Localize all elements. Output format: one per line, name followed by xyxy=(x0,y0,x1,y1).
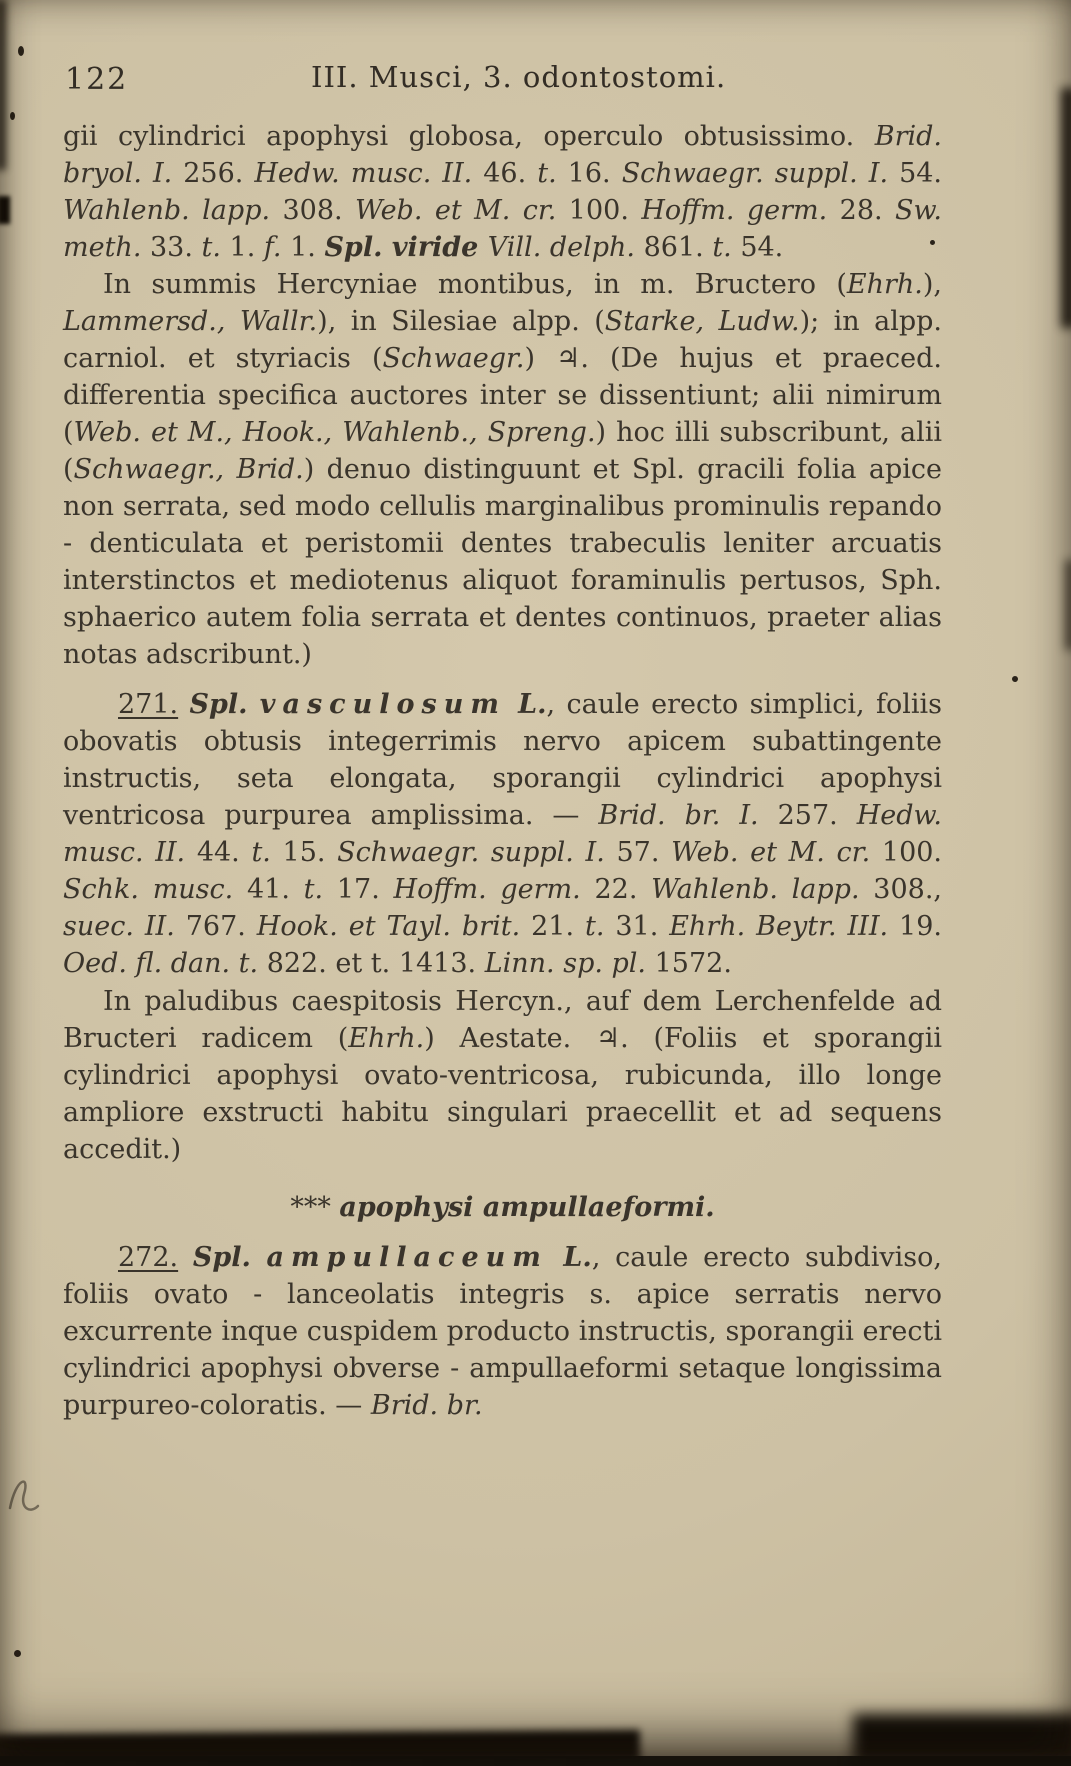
paragraph-habitat-271: In paludibus caespitosis Hercyn., auf dem Lerchenfelde ad Bructeri radicem (Ehrh.) Aestate. ♃. (Foliis et sporangii cylindrici apophysi ovato-ventricosa, rubicunda, illo longe ampliore exstructi habitu singulari praecellit et ad sequens accedit.) xyxy=(63,986,942,1165)
scan-mark-left-margin xyxy=(0,196,10,224)
page-number: 122 xyxy=(65,62,129,97)
scan-edge-bottom xyxy=(0,1730,640,1766)
text-block xyxy=(63,118,942,1424)
page-header xyxy=(63,60,951,100)
scan-edge-bottom-right xyxy=(853,1714,1071,1766)
scan-edge-left-top xyxy=(0,0,6,170)
entry-272: 272. Spl. ampullaceum L., caule erecto subdiviso, foliis ovato - lanceolatis integris s. apice serratis nervo excurrente inque cuspidem producto instructis, sporangii erecti cylindrici apophysi obverse - ampullaeformi setaque longissima purpureo-coloratis. — Brid. br. xyxy=(63,1242,942,1421)
scan-speck xyxy=(1012,676,1018,682)
paragraph-habitat-note: In summis Hercyniae montibus, in m. Bructero (Ehrh.), Lammersd., Wallr.), in Silesiae alpp. (Starke, Ludw.); in alpp. carniol. et styriacis (Schwaegr.) ♃. (De hujus et praeced. differentia specifica auctores inter se dissentiunt; alii nimirum (Web. et M., Hook., Wahlenb., Spreng.) hoc illi subscribunt, alii (Schwaegr., Brid.) denuo distinguunt et Spl. gracili folia apice non serrata, sed modo cellulis marginalibus prominulis repando - denticulata et peristomii dentes trabeculis leniter arcuatis interstinctos et mediotenus aliquot foraminulis pertusos, Sph. sphaerico autem folia serrata et dentes continuos, praeter alias notas adscribunt.) xyxy=(63,269,943,670)
scan-speck xyxy=(930,240,935,245)
scan-speck xyxy=(14,1650,21,1657)
section-heading-apophysi: *** apophysi ampullaeformi. xyxy=(290,1192,715,1223)
margin-pencil-mark xyxy=(4,1468,48,1520)
scan-edge-right-top xyxy=(1061,88,1071,328)
entry-271: 271. Spl. vasculosum L., caule erecto simplici, foliis obovatis obtusis integerrimis nervo apicem subattingente instructis, seta elongata, sporangii cylindrici apophysi ventricosa purpurea amplissima. — Brid. br. I. 257. Hedw. musc. II. 44. t. 15. Schwaegr. suppl. I. 57. Web. et M. cr. 100. Schk. musc. 41. t. 17. Hoffm. germ. 22. Wahlenb. lapp. 308., suec. II. 767. Hook. et Tayl. brit. 21. t. 31. Ehrh. Beytr. III. 19. Oed. fl. dan. t. 822. et t. 1413. Linn. sp. pl. 1572. xyxy=(63,689,943,979)
running-title: III. Musci, 3. odontostomi. xyxy=(311,60,727,94)
paragraph-references-continuation: gii cylindrici apophysi globosa, operculo obtusissimo. Brid. bryol. I. 256. Hedw. musc. II. 46. t. 16. Schwaegr. suppl. I. 54. Wahlenb. lapp. 308. Web. et M. cr. 100. Hoffm. germ. 28. Sw. meth. 33. t. 1. f. 1. Spl. viride Vill. delph. 861. t. 54. xyxy=(63,121,943,263)
scan-speck xyxy=(18,46,24,56)
scan-edge-right-mid xyxy=(1065,560,1071,650)
scan-speck xyxy=(10,112,15,120)
